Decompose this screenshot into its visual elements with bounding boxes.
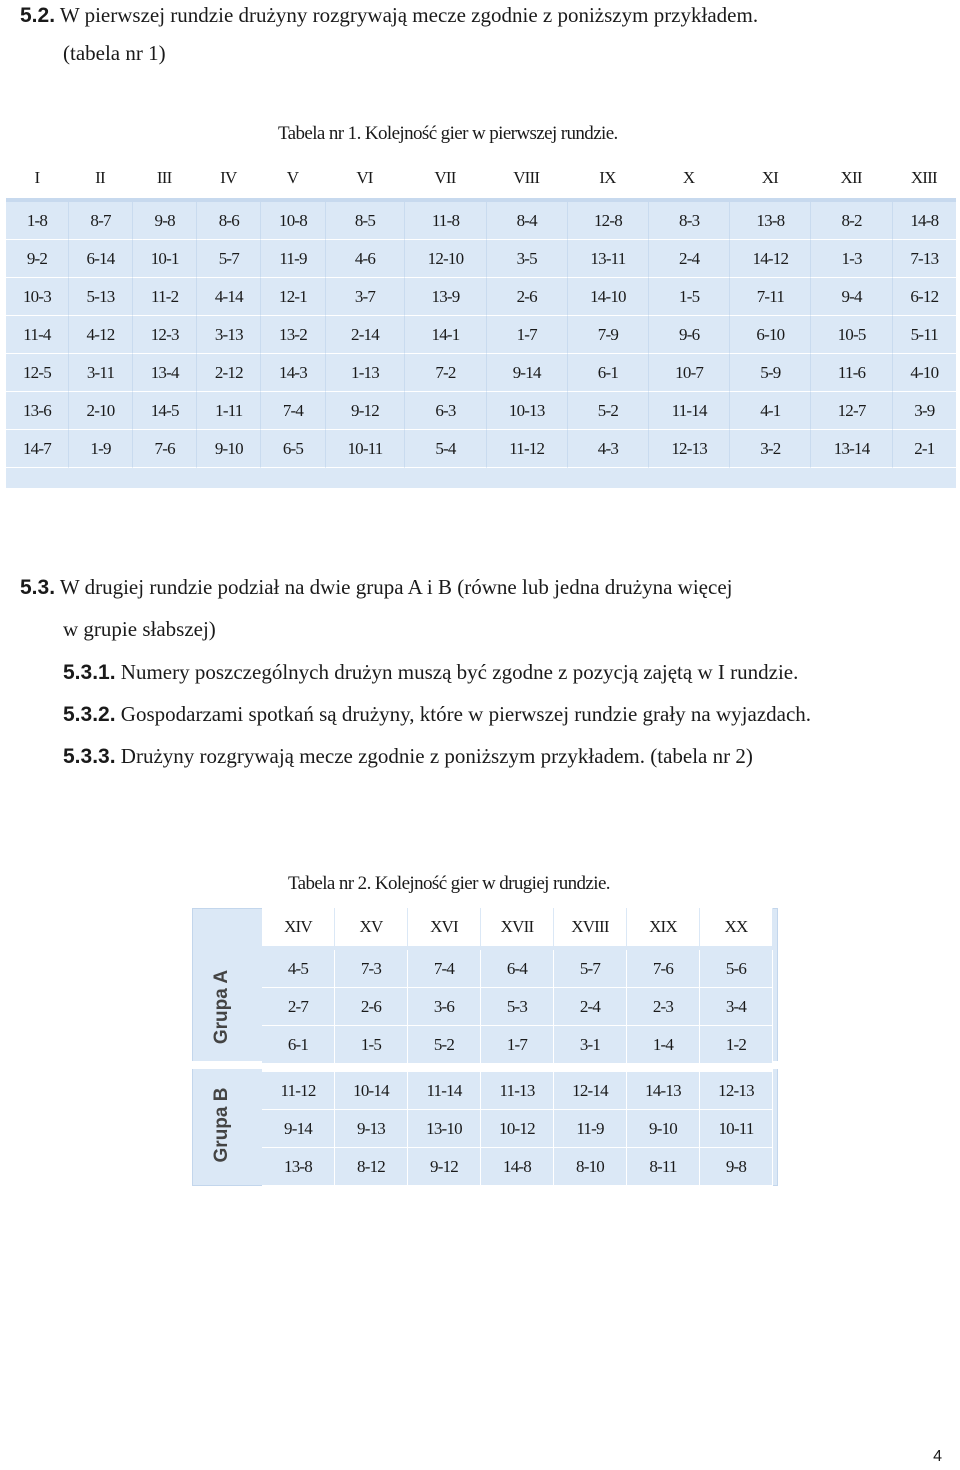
table-cell: 4-14: [196, 278, 260, 316]
table-cell: 7-6: [132, 430, 196, 468]
group-divider: [262, 1064, 773, 1073]
table-cell: 6-10: [729, 316, 810, 354]
table-cell: 14-10: [567, 278, 648, 316]
table-cell: 5-9: [729, 354, 810, 392]
table2-body: [262, 946, 773, 1186]
table-cell: 6-3: [404, 392, 485, 430]
table-cell: 9-10: [196, 430, 260, 468]
table-cell: 4-6: [325, 240, 405, 278]
table-cell: 7-4: [260, 392, 324, 430]
table-cell: 2-6: [335, 988, 408, 1026]
table-cell: 5-3: [481, 988, 554, 1026]
table-cell: 14-8: [892, 202, 956, 240]
table-cell: 10-8: [260, 202, 324, 240]
table-cell: 3-6: [408, 988, 481, 1026]
table-cell: 6-12: [892, 278, 956, 316]
table2: [262, 908, 773, 1186]
table-cell: 8-12: [335, 1148, 408, 1186]
table1-column-header: VII: [404, 158, 485, 202]
table-cell: 8-2: [810, 202, 891, 240]
table-cell: 11-14: [408, 1072, 481, 1110]
table-cell: 11-6: [810, 354, 891, 392]
table-cell: 13-2: [260, 316, 324, 354]
table-cell: 9-8: [132, 202, 196, 240]
table-cell: 14-13: [627, 1072, 700, 1110]
table1-column-header: VIII: [486, 158, 567, 202]
table-cell: 1-7: [481, 1026, 554, 1064]
table1-column-header: II: [68, 158, 132, 202]
table-cell: 8-7: [68, 202, 132, 240]
table-cell: 11-8: [404, 202, 485, 240]
table-cell: 13-10: [408, 1110, 481, 1148]
section-5-3-heading: [20, 575, 732, 600]
table-cell: 10-12: [481, 1110, 554, 1148]
table-cell: 8-10: [554, 1148, 627, 1186]
table-row: [262, 1148, 773, 1186]
table1-column-header: IV: [196, 158, 260, 202]
table-cell: 9-8: [700, 1148, 773, 1186]
table-cell: 2-7: [262, 988, 335, 1026]
table-cell: 12-3: [132, 316, 196, 354]
table-cell: 9-4: [810, 278, 891, 316]
table-cell: 12-10: [404, 240, 485, 278]
table2-column-header: XVI: [408, 908, 481, 946]
table-row: [6, 202, 956, 240]
table-cell: 8-5: [325, 202, 405, 240]
table-row: [262, 1110, 773, 1148]
table2-caption: Tabela nr 2. Kolejność gier w drugiej rundzie.: [288, 873, 610, 894]
table-cell: 12-8: [567, 202, 648, 240]
table-cell: 12-7: [810, 392, 891, 430]
table-cell: 2-3: [627, 988, 700, 1026]
table-cell: 2-4: [554, 988, 627, 1026]
table-cell: 3-4: [700, 988, 773, 1026]
table-row: [262, 1072, 773, 1110]
table-cell: 9-14: [486, 354, 567, 392]
page-number: 4: [933, 1448, 942, 1465]
table-cell: 6-1: [567, 354, 648, 392]
subsection-5-3-2: [63, 702, 811, 727]
table-cell: 14-1: [404, 316, 485, 354]
table-row: [262, 1026, 773, 1064]
table-cell: 10-7: [648, 354, 729, 392]
table-cell: 5-13: [68, 278, 132, 316]
table-cell: 3-13: [196, 316, 260, 354]
table-cell: 9-6: [648, 316, 729, 354]
table-cell: 12-5: [6, 354, 68, 392]
section-number: 5.3.: [20, 576, 56, 599]
table-cell: 14-7: [6, 430, 68, 468]
table-cell: 13-11: [567, 240, 648, 278]
subsection-number: 5.3.1.: [63, 661, 116, 684]
table-cell: 1-8: [6, 202, 68, 240]
table1-header-row: [6, 158, 956, 202]
section-5-2-continuation: (tabela nr 1): [63, 41, 166, 65]
table-cell: 2-10: [68, 392, 132, 430]
table-cell: 11-12: [486, 430, 567, 468]
table-cell: 5-7: [196, 240, 260, 278]
table-cell: 8-11: [627, 1148, 700, 1186]
table1: [6, 158, 956, 468]
table-cell: 14-8: [481, 1148, 554, 1186]
table-cell: 5-2: [408, 1026, 481, 1064]
table-row: [6, 430, 956, 468]
section-5-3-continuation: w grupie słabszej): [63, 617, 216, 641]
table-cell: 1-11: [196, 392, 260, 430]
group-a-label: Grupa A: [211, 969, 232, 1045]
table-cell: 9-12: [325, 392, 405, 430]
table-cell: 5-2: [567, 392, 648, 430]
table-cell: 13-8: [729, 202, 810, 240]
subsection-number: 5.3.2.: [63, 703, 116, 726]
subsection-text: Numery poszczególnych drużyn muszą być zgodne z pozycją zajętą w I rundzie.: [120, 660, 799, 684]
table-cell: 3-2: [729, 430, 810, 468]
table-cell: 5-4: [404, 430, 485, 468]
table-row: [6, 316, 956, 354]
table-cell: 1-13: [325, 354, 405, 392]
table-cell: 3-5: [486, 240, 567, 278]
table-cell: 5-6: [700, 950, 773, 988]
subsection-text: Drużyny rozgrywają mecze zgodnie z poniższym przykładem. (tabela nr 2): [120, 744, 753, 768]
table1-body: [6, 202, 956, 468]
table-cell: 11-4: [6, 316, 68, 354]
subsection-text: Gospodarzami spotkań są drużyny, które w pierwszej rundzie grały na wyjazdach.: [120, 702, 812, 726]
table1-column-header: XII: [810, 158, 891, 202]
table-row: [6, 392, 956, 430]
table-cell: 10-13: [486, 392, 567, 430]
subsection-5-3-1: [63, 660, 798, 685]
table-cell: 5-7: [554, 950, 627, 988]
table-cell: 12-13: [648, 430, 729, 468]
table-cell: 2-14: [325, 316, 405, 354]
table-cell: 8-3: [648, 202, 729, 240]
table-cell: 12-1: [260, 278, 324, 316]
table1-column-header: XIII: [892, 158, 956, 202]
table-cell: 7-13: [892, 240, 956, 278]
table1-caption: Tabela nr 1. Kolejność gier w pierwszej rundzie.: [278, 123, 618, 144]
table2-header-row: [262, 908, 773, 946]
table-cell: 6-1: [262, 1026, 335, 1064]
table-cell: 8-4: [486, 202, 567, 240]
table2-column-header: XVII: [481, 908, 554, 946]
table-cell: 1-3: [810, 240, 891, 278]
table-cell: 3-11: [68, 354, 132, 392]
table-cell: 10-14: [335, 1072, 408, 1110]
table-row: [6, 354, 956, 392]
table-cell: 11-14: [648, 392, 729, 430]
spacer-cell: [262, 1064, 773, 1073]
table-cell: 2-1: [892, 430, 956, 468]
table-cell: 14-3: [260, 354, 324, 392]
table-cell: 13-6: [6, 392, 68, 430]
table-cell: 11-12: [262, 1072, 335, 1110]
table-row: [262, 988, 773, 1026]
table-cell: 9-14: [262, 1110, 335, 1148]
table-cell: 9-12: [408, 1148, 481, 1186]
table2-column-header: XVIII: [554, 908, 627, 946]
table2-column-header: XX: [700, 908, 773, 946]
table-cell: 9-2: [6, 240, 68, 278]
table-cell: 10-11: [700, 1110, 773, 1148]
table-row: [262, 950, 773, 988]
table-cell: 12-14: [554, 1072, 627, 1110]
table-cell: 4-10: [892, 354, 956, 392]
subsection-5-3-3: [63, 744, 753, 769]
table-cell: 12-13: [700, 1072, 773, 1110]
table2-column-header: XIV: [262, 908, 335, 946]
table-cell: 13-14: [810, 430, 891, 468]
table-cell: 9-13: [335, 1110, 408, 1148]
table-cell: 4-1: [729, 392, 810, 430]
section-5-2-heading: [20, 2, 758, 29]
table-cell: 7-2: [404, 354, 485, 392]
table-cell: 10-5: [810, 316, 891, 354]
table-cell: 13-9: [404, 278, 485, 316]
table1-column-header: VI: [325, 158, 405, 202]
table-cell: 3-7: [325, 278, 405, 316]
table-cell: 14-12: [729, 240, 810, 278]
table-cell: 10-1: [132, 240, 196, 278]
table-cell: 2-12: [196, 354, 260, 392]
table-cell: 11-9: [554, 1110, 627, 1148]
table-cell: 7-3: [335, 950, 408, 988]
subsection-number: 5.3.3.: [63, 745, 116, 768]
table-cell: 1-7: [486, 316, 567, 354]
table-cell: 2-4: [648, 240, 729, 278]
table-cell: 11-13: [481, 1072, 554, 1110]
table-row: [6, 240, 956, 278]
table-cell: 10-11: [325, 430, 405, 468]
table-cell: 1-5: [335, 1026, 408, 1064]
table-cell: 8-6: [196, 202, 260, 240]
table-cell: 4-5: [262, 950, 335, 988]
table-cell: 6-4: [481, 950, 554, 988]
table1-column-header: X: [648, 158, 729, 202]
table-cell: 10-3: [6, 278, 68, 316]
table-cell: 1-2: [700, 1026, 773, 1064]
section-text: W drugiej rundzie podział na dwie grupa A i B (równe lub jedna drużyna więcej: [59, 575, 733, 599]
table-cell: 7-6: [627, 950, 700, 988]
table-cell: 13-4: [132, 354, 196, 392]
table-cell: 11-9: [260, 240, 324, 278]
table-cell: 3-9: [892, 392, 956, 430]
group-b-label: Grupa B: [211, 1087, 232, 1163]
table-cell: 11-2: [132, 278, 196, 316]
table1-column-header: I: [6, 158, 68, 202]
table2-column-header: XV: [335, 908, 408, 946]
table-cell: 4-3: [567, 430, 648, 468]
table-cell: 1-5: [648, 278, 729, 316]
table-cell: 5-11: [892, 316, 956, 354]
section-number: 5.2.: [20, 4, 56, 27]
table-cell: 13-8: [262, 1148, 335, 1186]
table-cell: 6-14: [68, 240, 132, 278]
table-cell: 7-9: [567, 316, 648, 354]
table-cell: 3-1: [554, 1026, 627, 1064]
table1-column-header: III: [132, 158, 196, 202]
table1-column-header: IX: [567, 158, 648, 202]
table-cell: 2-6: [486, 278, 567, 316]
table-cell: 9-10: [627, 1110, 700, 1148]
table-cell: 14-5: [132, 392, 196, 430]
table-row: [6, 278, 956, 316]
table-cell: 7-4: [408, 950, 481, 988]
table-cell: 4-12: [68, 316, 132, 354]
table2-column-header: XIX: [627, 908, 700, 946]
table1-column-header: XI: [729, 158, 810, 202]
table-cell: 1-9: [68, 430, 132, 468]
table-cell: 1-4: [627, 1026, 700, 1064]
table-cell: 7-11: [729, 278, 810, 316]
table-cell: 6-5: [260, 430, 324, 468]
section-text: W pierwszej rundzie drużyny rozgrywają mecze zgodnie z poniższym przykładem.: [59, 3, 759, 27]
table1-column-header: V: [260, 158, 324, 202]
